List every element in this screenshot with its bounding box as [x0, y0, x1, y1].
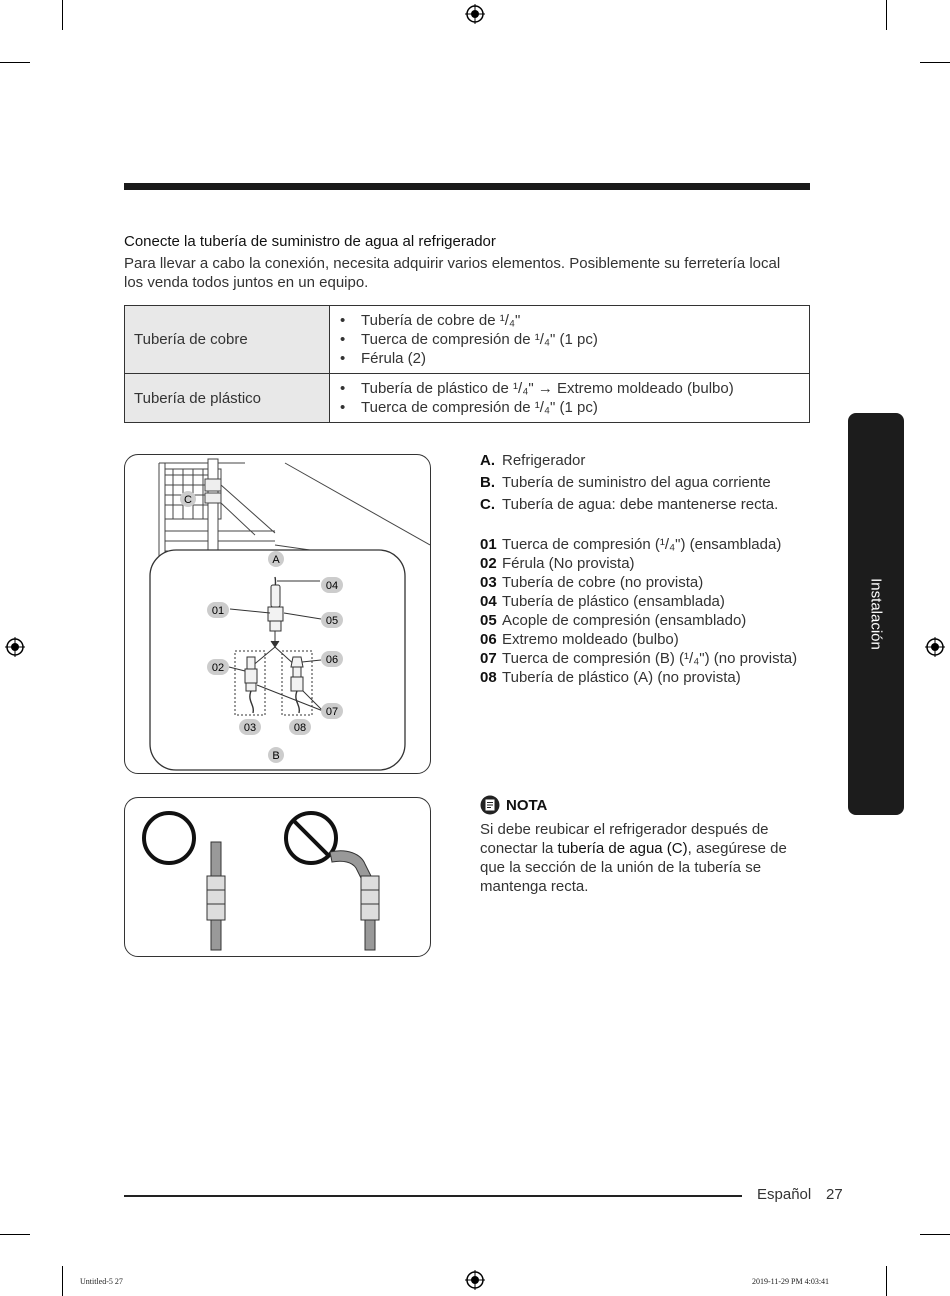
- legend-text: Acople de compresión (ensamblado): [502, 612, 747, 629]
- legend-item: [480, 611, 797, 630]
- label-06: 06: [325, 654, 339, 666]
- legend-text: Tubería de plástico (A) (no provista): [502, 669, 741, 686]
- row-label: Tubería de cobre: [125, 306, 330, 374]
- legend-key: 05: [480, 612, 497, 629]
- ok-circle-icon: [144, 813, 194, 863]
- legend-key: 07: [480, 650, 497, 667]
- label-04: 04: [325, 580, 339, 592]
- note-body: [480, 820, 800, 896]
- legend-text: Refrigerador: [502, 452, 586, 469]
- legend-text: Tubería de agua: debe mantenerse recta.: [502, 496, 779, 513]
- list-item: • Tubería de plástico de ¹/₄" → Extremo moldeado (bulbo): [340, 379, 799, 398]
- side-tab-label: Instalación: [867, 578, 885, 650]
- section-heading: Conecte la tubería de suministro de agua al refrigerador: [124, 233, 496, 250]
- legend-key: 06: [480, 631, 497, 648]
- legend-key: C.: [480, 496, 495, 513]
- label-08: 08: [293, 722, 307, 734]
- note-text-post: , asegúrese de que la sección de la unión de la tubería se mantenga recta.: [480, 840, 787, 895]
- label-02: 02: [211, 662, 225, 674]
- legend-text: Tubería de suministro del agua corriente: [502, 474, 771, 491]
- legend-key: B.: [480, 474, 495, 491]
- legend-item: [480, 535, 797, 554]
- label-b: B: [272, 750, 280, 762]
- table-row: [125, 306, 810, 374]
- legend-key: 01: [480, 536, 497, 553]
- crop-mark: [0, 62, 30, 63]
- list-item: • Tuerca de compresión de ¹/₄" (1 pc): [340, 398, 799, 417]
- prohibited-icon: [286, 813, 336, 863]
- legend-key: 02: [480, 555, 497, 572]
- legend-text: Tubería de plástico (ensamblada): [502, 593, 725, 610]
- legend-item: [480, 473, 778, 492]
- legend-item: [480, 668, 797, 687]
- legend-item: [480, 592, 797, 611]
- pipe-illustration: [125, 798, 430, 956]
- label-03: 03: [243, 722, 257, 734]
- footer-rule: [124, 1195, 742, 1197]
- list-item: • Tubería de cobre de ¹/₄": [340, 311, 799, 330]
- label-07: 07: [325, 706, 339, 718]
- connection-diagram: [124, 454, 431, 774]
- row-items: [330, 374, 810, 423]
- registration-mark-icon: [5, 637, 25, 657]
- crop-mark: [886, 0, 887, 30]
- legend-item: [480, 495, 778, 514]
- note-header: [480, 795, 547, 815]
- page-number: 27: [826, 1186, 843, 1203]
- legend-item: [480, 630, 797, 649]
- pipe-straightness-diagram: [124, 797, 431, 957]
- label-a: A: [272, 554, 280, 566]
- legend-text: Tuerca de compresión (¹/₄") (ensamblada): [502, 536, 782, 553]
- legend-text: Tubería de cobre (no provista): [502, 574, 704, 591]
- legend-text: Férula (No provista): [502, 555, 635, 572]
- label-c: C: [184, 494, 192, 506]
- footer-language: Español: [757, 1186, 812, 1203]
- note-text-bold: tubería de agua (C): [557, 840, 688, 857]
- legend-text: Tuerca de compresión (B) (¹/₄") (no provista): [502, 650, 798, 667]
- label-05: 05: [325, 615, 339, 627]
- note-text-pre: Si debe reubicar el refrigerador después de conectar la: [480, 821, 769, 857]
- legend-numbers: [480, 535, 797, 687]
- legend-letters: [480, 451, 778, 514]
- crop-mark: [886, 1266, 887, 1296]
- row-label: Tubería de plástico: [125, 374, 330, 423]
- legend-item: [480, 554, 797, 573]
- crop-mark: [62, 0, 63, 30]
- registration-mark-icon: [465, 1270, 485, 1290]
- print-slug-left: Untitled-5 27: [80, 1277, 123, 1286]
- section-side-tab: [848, 413, 904, 815]
- legend-item: [480, 451, 778, 470]
- table-row: [125, 374, 810, 423]
- parts-table: [124, 305, 810, 423]
- row-items: [330, 306, 810, 374]
- legend-key: 08: [480, 669, 497, 686]
- list-item: • Férula (2): [340, 349, 799, 368]
- legend-key: A.: [480, 452, 495, 469]
- list-item: • Tuerca de compresión de ¹/₄" (1 pc): [340, 330, 799, 349]
- note-title: NOTA: [506, 796, 548, 814]
- crop-mark: [920, 62, 950, 63]
- legend-item: [480, 573, 797, 592]
- registration-mark-icon: [925, 637, 945, 657]
- registration-mark-icon: [465, 4, 485, 24]
- legend-item: [480, 649, 797, 668]
- intro-paragraph: Para llevar a cabo la conexión, necesita adquirir varios elementos. Posiblemente su ferretería local los venda todos juntos en un equipo.: [124, 255, 781, 291]
- legend-text: Extremo moldeado (bulbo): [502, 631, 679, 648]
- print-slug-right: 2019-11-29 PM 4:03:41: [752, 1277, 830, 1286]
- section-rule: [124, 183, 810, 190]
- note-icon: [480, 795, 500, 815]
- legend-key: 03: [480, 574, 497, 591]
- label-01: 01: [211, 605, 225, 617]
- crop-mark: [920, 1234, 950, 1235]
- legend-key: 04: [480, 593, 497, 610]
- connection-illustration: [125, 455, 430, 773]
- crop-mark: [0, 1234, 30, 1235]
- crop-mark: [62, 1266, 63, 1296]
